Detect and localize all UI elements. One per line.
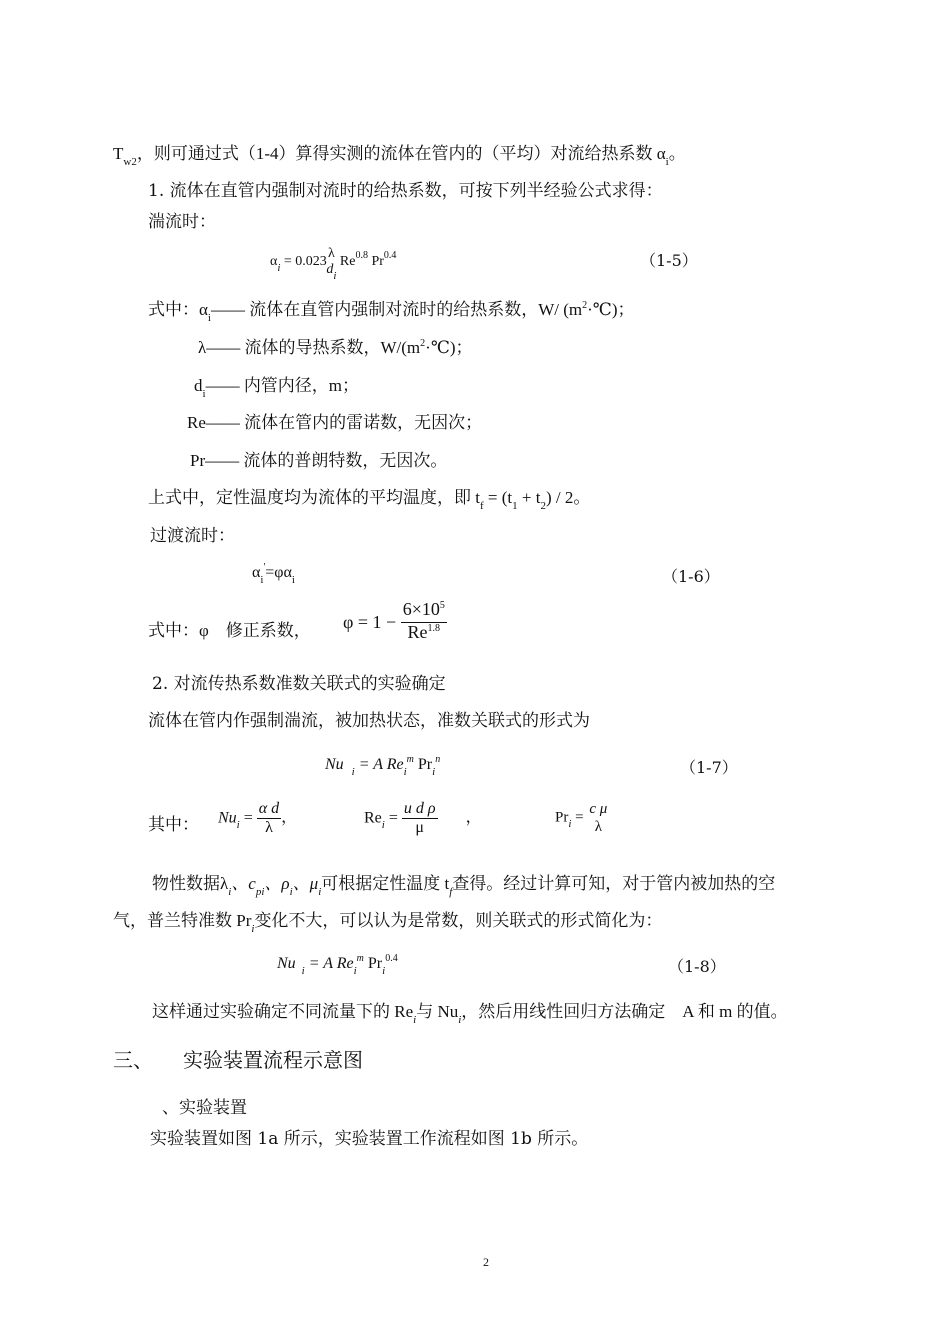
pr-definition: $Pr_i$ = c μ λ — [555, 801, 608, 835]
eq15-re-exp: 0.8 — [355, 250, 368, 262]
eq15-lambda: λ — [327, 246, 335, 261]
def-lambda-tail: ·℃)； — [425, 338, 473, 357]
eq18-re-sub: i — [353, 965, 357, 977]
def-dash: —— — [206, 338, 241, 357]
tw2-symbol: T — [113, 144, 124, 163]
phi-lhs: φ = 1 − — [343, 612, 397, 632]
pr-def-sub: i — [568, 818, 572, 831]
phi-equation — [343, 600, 447, 645]
eq16-rhs: =φα — [265, 564, 292, 581]
phi-num-exp: 5 — [439, 600, 445, 611]
def-prefix: 式中： — [148, 300, 199, 319]
conclusion-nu-sub: i — [458, 1014, 462, 1026]
conclusion-re-sub: i — [413, 1014, 417, 1026]
eq16-rhs-sub: i — [291, 574, 295, 586]
equation-number-1-6: （1-6） — [662, 567, 720, 586]
eq15-re: Re — [339, 254, 356, 270]
nu-def-num: α d — [258, 800, 280, 817]
eq18-nu: Nu — [277, 955, 296, 972]
def-dash: —— — [205, 413, 240, 432]
re-def-fraction — [402, 800, 438, 837]
def-alpha-text: 流体在直管内强制对流时的给热系数，W/ (m — [249, 300, 583, 319]
eq17-eq: = A Re — [358, 756, 404, 773]
tw2-subscript: w2 — [123, 156, 137, 168]
eq18-eq: = A Re — [308, 955, 354, 972]
def-lambda-sup: 2 — [420, 338, 426, 349]
eq17-nu-sub: i — [351, 766, 355, 778]
intro-subscript: i — [665, 156, 669, 168]
eq15-coef: = 0.023 — [283, 254, 327, 270]
equation-1-8 — [277, 954, 398, 976]
phi-den: Re — [407, 622, 428, 642]
eq17-pr-sub: i — [432, 766, 436, 778]
nu-def-sub: i — [236, 819, 240, 832]
props-tf-sub: f — [449, 886, 453, 898]
props-rho-sub: i — [289, 886, 293, 898]
def-d — [194, 376, 359, 398]
eq17-n: n — [435, 754, 441, 765]
props-text-4: 可根据定性温度 t — [321, 874, 450, 893]
pr-def-fraction — [587, 800, 609, 836]
subsection-apparatus: 、实验装置 — [162, 1098, 247, 1118]
qual-f-sub: f — [479, 500, 484, 512]
eq15-fraction — [326, 246, 337, 282]
nu-def-fraction — [257, 800, 281, 837]
def-d-symbol: d — [194, 376, 203, 395]
def-alpha-sup: 2 — [582, 300, 588, 311]
qual-1-sub: 1 — [512, 500, 518, 512]
equation-number-1-8: （1-8） — [668, 957, 726, 976]
def-d-text: 内管内径，m； — [243, 376, 360, 395]
def-pr-text: 流体的普朗特数，无因次。 — [243, 451, 448, 470]
def-dash: —— — [205, 376, 240, 395]
re-definition: $Re_i$ = $\frac{\text{u d ρ}}{\mu}$ ， — [364, 800, 482, 836]
props-cpi-sub: pi — [255, 886, 265, 898]
qual-text: 上式中，定性温度均为流体的平均温度，即 t — [148, 488, 480, 507]
def-dash: —— — [205, 451, 240, 470]
equation-1-7 — [325, 755, 440, 777]
conclusion-text-a: 这样通过实验确定不同流量下的 Re — [152, 1002, 414, 1021]
props-text-7: 变化不大，可以认为是常数，则关联式的形式简化为： — [254, 911, 663, 930]
def-alpha-symbol: α — [199, 300, 208, 319]
pr-def-den: λ — [594, 819, 602, 835]
qual-2-sub: 2 — [540, 500, 546, 512]
def-re-text: 流体在管内的雷诺数，无因次； — [244, 413, 483, 432]
re-def-sub: i — [381, 819, 385, 832]
properties-line-1 — [152, 874, 775, 896]
phi-num: 6×10 — [402, 599, 440, 619]
page-number: 2 — [483, 1255, 489, 1269]
qual-end: ) / 2。 — [545, 488, 591, 507]
props-mu: 、μ — [292, 874, 319, 893]
eq17-nu: Nu — [325, 756, 344, 773]
equation-1-6 — [252, 563, 295, 585]
section-3-title: 实验装置流程示意图 — [183, 1048, 363, 1072]
def-alpha-tail: ·℃)； — [587, 300, 635, 319]
eq15-alpha-sub: i — [277, 262, 281, 275]
props-lambda-sub: i — [228, 886, 232, 898]
pr-def-pr: Pr — [555, 809, 569, 826]
eq18-pr: Pr — [367, 955, 383, 972]
eq16-alpha-sub: i — [260, 574, 264, 586]
eq15-alpha: α — [270, 254, 278, 270]
def-pr-symbol: Pr — [190, 451, 206, 470]
eq15-pr: Pr — [371, 254, 384, 270]
conclusion-text-b: 与 Nu — [416, 1002, 459, 1021]
phi-den-exp: 1.8 — [427, 623, 441, 634]
phi-line: 式中：φ 修正系数， — [148, 621, 311, 640]
props-text-5: 查得。经过计算可知，对于管内被加热的空 — [452, 874, 776, 893]
def-pr — [190, 451, 447, 471]
where-label: 其中： — [148, 815, 199, 835]
qualitative-temperature — [148, 488, 590, 510]
item-1: 1. 流体在直管内强制对流时的给热系数，可按下列半经验公式求得： — [148, 181, 663, 201]
eq18-exp: 0.4 — [385, 953, 398, 964]
def-re-symbol: Re — [187, 413, 206, 432]
conclusion — [152, 1002, 788, 1024]
def-lambda — [198, 338, 473, 361]
def-lambda-symbol: λ — [198, 338, 207, 357]
pr-def-num: c μ — [589, 801, 608, 817]
eq16-alpha: α — [252, 564, 261, 581]
eq18-pr-sub: i — [382, 965, 386, 977]
props-c: 、c — [231, 874, 256, 893]
item-2-description: 流体在管内作强制湍流，被加热状态，准数关联式的形式为 — [148, 711, 590, 731]
qual-eq: = (t — [483, 488, 513, 507]
equation-number-1-7: （1-7） — [680, 758, 738, 777]
intro-end: 。 — [668, 144, 686, 163]
phi-fraction — [401, 600, 447, 645]
def-re — [187, 413, 482, 433]
conclusion-text-c: ，然后用线性回归方法确定 A 和 m 的值。 — [461, 1002, 788, 1021]
re-def-num: u d ρ — [403, 800, 436, 817]
def-alpha-sub: i — [207, 312, 211, 324]
eq16-prime: ' — [263, 562, 266, 573]
eq17-m: m — [406, 754, 414, 765]
props-pr-sub: i — [251, 923, 255, 935]
props-text-1: 物性数据λ — [152, 874, 229, 893]
equation-1-5 — [270, 246, 397, 282]
eq17-re-sub: i — [403, 766, 407, 778]
qual-plus: + t — [517, 488, 541, 507]
eq18-m: m — [356, 953, 364, 964]
eq15-d-sub: i — [333, 270, 337, 282]
re-def-re: Re — [364, 809, 382, 827]
nu-definition: $Nu_i$ = $\frac{\text{α d}}{\lambda}$ ， — [218, 800, 298, 836]
intro-text: ，则可通过式（1-4）算得实测的流体在管内的（平均）对流给热系数 α — [136, 144, 666, 163]
section-3-number: 三、 — [113, 1048, 153, 1072]
nu-def-den: λ — [265, 819, 273, 836]
turbulent-label: 湍流时： — [148, 212, 216, 232]
eq17-pr: Pr — [417, 756, 433, 773]
props-mu-sub: i — [318, 886, 322, 898]
eq18-nu-sub: i — [301, 965, 305, 977]
props-rho: 、ρ — [264, 874, 290, 893]
def-lambda-text: 流体的导热系数，W/(m — [244, 338, 421, 357]
def-alpha — [148, 300, 634, 323]
eq15-d: d — [326, 262, 334, 277]
nu-def-nu: Nu — [218, 809, 237, 827]
def-d-sub: i — [202, 388, 206, 400]
section-3-heading — [113, 1050, 363, 1070]
properties-line-2 — [113, 911, 662, 933]
def-dash: —— — [210, 300, 245, 319]
props-text-6: 气，普兰特准数 Pr — [113, 911, 252, 930]
apparatus-description: 实验装置如图 1a 所示，实验装置工作流程如图 1b 所示。 — [150, 1129, 589, 1149]
transition-label: 过渡流时： — [150, 526, 235, 546]
re-def-den: μ — [415, 819, 424, 836]
intro-line — [113, 144, 686, 166]
equation-number-1-5: （1-5） — [640, 251, 698, 270]
item-2: 2. 对流传热系数准数关联式的实验确定 — [152, 674, 446, 694]
eq15-pr-exp: 0.4 — [383, 250, 397, 262]
